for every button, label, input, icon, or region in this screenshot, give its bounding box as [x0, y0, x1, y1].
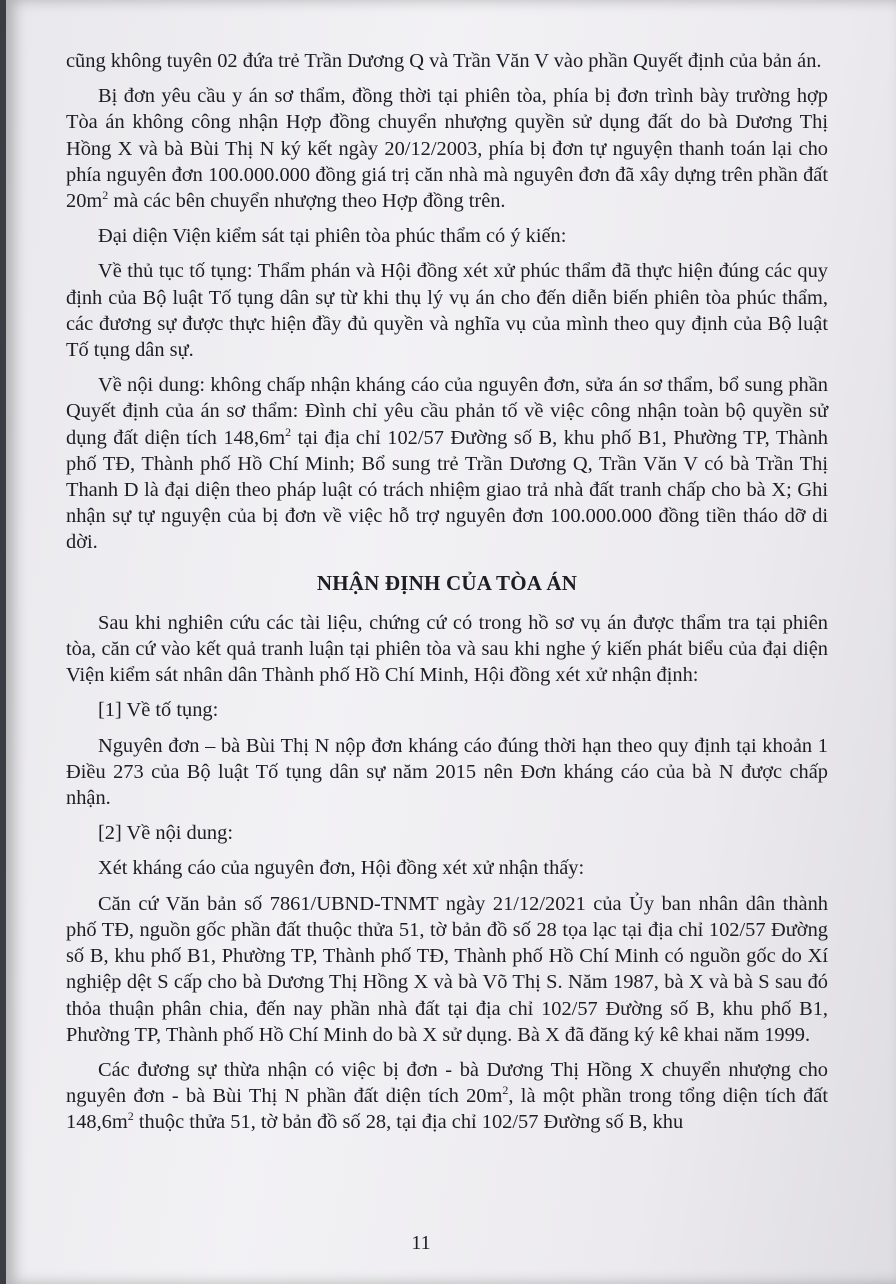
- document-body: [66, 48, 828, 1145]
- text-run: Các đương sự thừa nhận có việc bị đơn - bà Dương Thị Hồng X chuyển nhượng cho nguyên đơn - bà Bùi Thị N phần đất diện tích 20m: [66, 1058, 828, 1108]
- text-run: , là một phần trong tổng diện tích đất 148,6m: [66, 1085, 828, 1134]
- paragraph: [66, 372, 828, 555]
- paragraph: cũng không tuyên 02 đứa trẻ Trần Dương Q và Trần Văn V vào phần Quyết định của bản án.: [66, 50, 822, 72]
- paragraph: Về thủ tục tố tụng: Thẩm phán và Hội đồng xét xử phúc thẩm đã thực hiện đúng các quy định của Bộ luật Tố tụng dân sự từ khi thụ lý vụ án cho đến diễn biến phiên tòa phúc thẩm, các đương sự được thực hiện đầy đủ quyền và nghĩa vụ của mình theo quy định của Bộ luật Tố tụng dân sự.: [66, 260, 828, 362]
- paragraph: [66, 83, 828, 214]
- superscript: 2: [102, 188, 109, 203]
- text-run: mà các bên chuyển nhượng theo Hợp đồng trên.: [108, 190, 506, 213]
- text-run: Bị đơn yêu cầu y án sơ thẩm, đồng thời tại phiên tòa, phía bị đơn trình bày trường hợp Tòa án không công nhận Hợp đồng chuyển nhượng quyền sử dụng đất do bà Dương Thị Hồng X và bà Bùi Thị N ký kết ngày 20/12/2003, phía bị đơn tự nguyện thanh toán lại cho phía nguyên đơn 100.000.000 đồng giá trị căn nhà mà nguyên đơn đã xây dựng trên phần đất 20m: [66, 85, 828, 213]
- paragraph: Căn cứ Văn bản số 7861/UBND-TNMT ngày 21/12/2021 của Ủy ban nhân dân thành phố TĐ, nguồn gốc phần đất thuộc thửa 51, tờ bản đồ số 28 tọa lạc tại địa chỉ 102/57 Đường số B, khu phố B1, Phường TP, Thành phố TĐ, Thành phố Hồ Chí Minh có nguồn gốc do Xí nghiệp dệt S cấp cho bà Dương Thị Hồng X và bà Võ Thị S. Năm 1987, bà X và bà S sau đó thỏa thuận phân chia, đến nay phần nhà đất tại địa chỉ 102/57 Đường số B, khu phố B1, Phường TP, Thành phố Hồ Chí Minh do bà X sử dụng. Bà X đã đăng ký kê khai năm 1999.: [66, 892, 828, 1046]
- section-heading: NHẬN ĐỊNH CỦA TÒA ÁN: [316, 570, 578, 595]
- superscript: 2: [285, 424, 292, 439]
- superscript: 2: [127, 1109, 134, 1124]
- paragraph: [1] Về tố tụng:: [98, 699, 219, 722]
- paragraph: Đại diện Viện kiểm sát tại phiên tòa phúc thẩm có ý kiến:: [98, 225, 567, 248]
- document-page: [6, 0, 896, 1284]
- paragraph: [2] Về nội dung:: [98, 822, 233, 845]
- text-run: Về nội dung: không chấp nhận kháng cáo của nguyên đơn, sửa án sơ thẩm, bổ sung phần Quyết định của án sơ thẩm: Đình chỉ yêu cầu phản tố về việc công nhận toàn bộ quyền sử dụng đất diện tích 148,6m: [66, 374, 828, 449]
- text-run: tại địa chỉ 102/57 Đường số B, khu phố B1, Phường TP, Thành phố TĐ, Thành phố Hồ Chí Minh; Bổ sung trẻ Trần Dương Q, Trần Văn V có bà Trần Thị Thanh D là đại diện theo pháp luật có trách nhiệm giao trả nhà đất tranh chấp cho bà X; Ghi nhận sự tự nguyện của bị đơn về việc hỗ trợ nguyên đơn 100.000.000 đồng tiền tháo dỡ di dời.: [66, 426, 828, 554]
- superscript: 2: [502, 1083, 509, 1098]
- page-number: 11: [411, 1232, 431, 1254]
- text-run: thuộc thửa 51, tờ bản đồ số 28, tại địa chỉ 102/57 Đường số B, khu: [133, 1111, 684, 1134]
- paragraph: Xét kháng cáo của nguyên đơn, Hội đồng xét xử nhận thấy:: [98, 857, 585, 880]
- paragraph: Sau khi nghiên cứu các tài liệu, chứng cứ có trong hồ sơ vụ án được thẩm tra tại phiên tòa, căn cứ vào kết quả tranh luận tại phiên tòa và sau khi nghe ý kiến phát biểu của đại diện Viện kiểm sát nhân dân Thành phố Hồ Chí Minh, Hội đồng xét xử nhận định:: [66, 611, 828, 687]
- paragraph: [66, 1057, 828, 1136]
- paragraph: Nguyên đơn – bà Bùi Thị N nộp đơn kháng cáo đúng thời hạn theo quy định tại khoản 1 Điều 273 của Bộ luật Tố tụng dân sự năm 2015 nên Đơn kháng cáo của bà N được chấp nhận.: [66, 734, 828, 810]
